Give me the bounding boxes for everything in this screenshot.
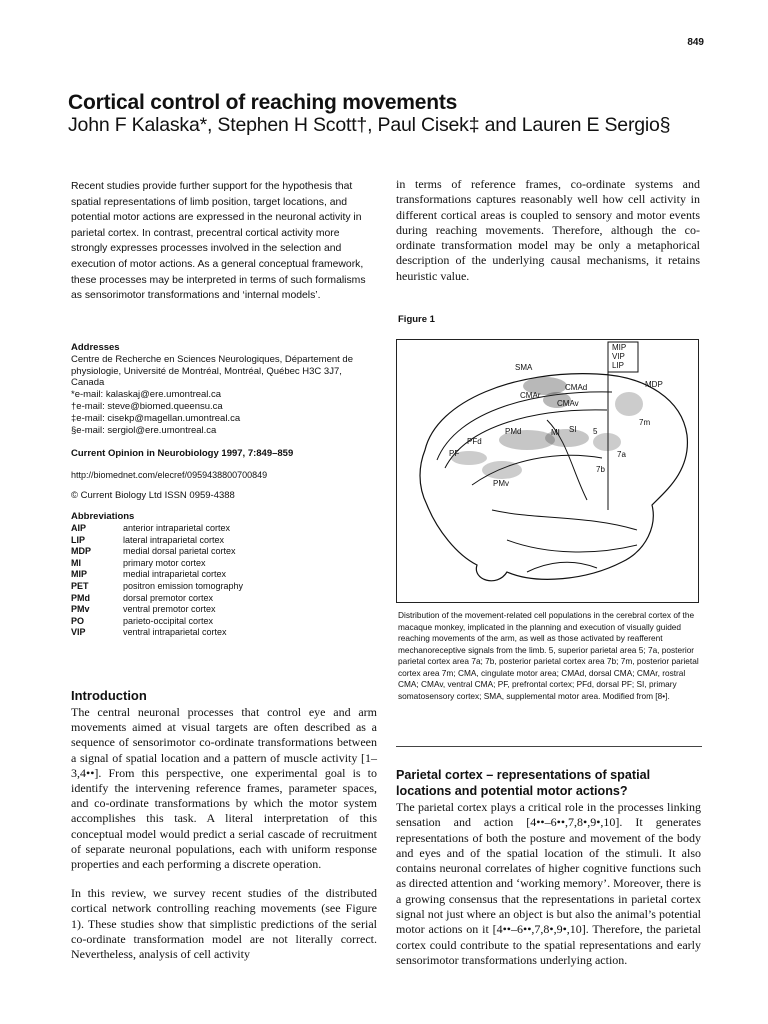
region-label: 7m	[639, 418, 651, 427]
region-label: MIP	[612, 343, 627, 352]
email-line: †e-mail: steve@biomed.queensu.ca	[71, 400, 223, 412]
region-label: CMAd	[565, 383, 588, 392]
region-label: SMA	[515, 363, 533, 372]
abbreviation-definition: dorsal premotor cortex	[123, 592, 214, 603]
abbreviation-term: MIP	[71, 569, 88, 580]
abbreviation-definition: ventral premotor cortex	[123, 604, 216, 615]
abbreviation-term: LIP	[71, 534, 86, 545]
region-label: 5	[593, 427, 598, 436]
abbreviation-row	[71, 593, 243, 605]
paragraph: The central neuronal processes that control eye and arm movements aimed at visual targets are often described as a sequence of sensorimotor co-ordinate transformations between a signal of spatial location and a pattern of muscle activity [1–3,4••]. From this perspective, one experimental goal is to identify the intervening reference frames, parameter spaces, and co-ordinate transformations by which the motor system accomplishes this task. A literal interpretation of this conceptual model would predict a serial cascade of recruitment of separate neuronal populations, each with uniform response properties and each performing a discrete operation.	[71, 705, 377, 872]
intro-continuation: in terms of reference frames, co-ordinate systems and transformations captures reasonably well how cell activity in different cortical areas is coupled to sensory and motor events during reaching movements. Therefore, although the co-ordinate transformation model may be only a metaphorical description of the underlying causal mechanisms, it retains heuristic value.	[396, 177, 700, 283]
abbreviation-definition: medial dorsal parietal cortex	[123, 546, 236, 557]
abbreviation-row	[71, 616, 243, 628]
figure-brain-diagram	[396, 339, 699, 603]
email-line: ‡e-mail: cisekp@magellan.umontreal.ca	[71, 412, 241, 424]
stipple-regions	[451, 377, 643, 479]
abbreviation-term: PO	[71, 615, 85, 626]
abbreviation-row	[71, 604, 243, 616]
region-label: CMAv	[557, 399, 579, 408]
email-line: §e-mail: sergiol@ere.umontreal.ca	[71, 424, 217, 436]
abbreviation-term: PMd	[71, 592, 90, 603]
journal-citation: Current Opinion in Neurobiology 1997, 7:849–859	[71, 448, 294, 459]
introduction-body	[71, 705, 377, 976]
article-title: Cortical control of reaching movements	[68, 91, 458, 114]
abbreviation-definition: anterior intraparietal cortex	[123, 523, 231, 533]
region-label: VIP	[612, 352, 625, 361]
sulcus	[507, 540, 637, 552]
region-label: 7b	[596, 465, 605, 474]
copyright-line: © Current Biology Ltd ISSN 0959-4388	[71, 490, 235, 501]
abbreviations-heading: Abbreviations	[71, 511, 135, 522]
paragraph: In this review, we survey recent studies of the distributed cortical network controlling reaching movements (see Figure 1). These studies show that simplistic predictions of the serial co-ordinate transformation model are not literally correct. Nevertheless, analysis of cell activity	[71, 886, 377, 962]
region-label: MI	[551, 428, 560, 437]
author-list: John F Kalaska*, Stephen H Scott†, Paul Cisek‡ and Lauren E Sergio§	[68, 114, 671, 136]
abbreviation-term: MDP	[71, 546, 91, 557]
abstract: Recent studies provide further support for the hypothesis that spatial representations of limb position, target locations, and potential motor actions are expressed in the neuronal activity in parietal cortex. In contrast, precentral cortical activity more strongly expresses processes involved in the selection and execution of motor actions. As a general conceptual framework, these processes may be interpreted in terms of such formalisms as sensorimotor transformations and ‘internal models’.	[71, 181, 366, 302]
abbreviations-list	[71, 523, 243, 639]
introduction-heading: Introduction	[71, 688, 147, 703]
abbreviation-row	[71, 581, 243, 593]
abbreviation-row	[71, 535, 243, 547]
figure-label: Figure 1	[398, 314, 435, 325]
stipple-pmv	[482, 461, 522, 479]
article-url: http://biomednet.com/elecref/0959438800700849	[71, 470, 268, 480]
abbreviation-definition: primary motor cortex	[123, 557, 206, 568]
brain-diagram	[397, 340, 698, 602]
abbreviation-definition: lateral intraparietal cortex	[123, 534, 225, 545]
abbreviation-row	[71, 546, 243, 558]
abbreviation-row	[71, 523, 243, 535]
email-line: *e-mail: kalaskaj@ere.umontreal.ca	[71, 389, 222, 401]
region-label: PMv	[493, 479, 509, 488]
abbreviation-definition: parieto-occipital cortex	[123, 615, 214, 626]
figure-caption: Distribution of the movement-related cell populations in the cerebral cortex of the macaque monkey, implicated in the planning and execution of visually guided reaching movements of the arm, as well as those activated by reafferent mechanoreceptive signals from the limb. 5, superior parietal area 5; 7a, posterior parietal cortex area 7a; 7b, posterior parietal cortex area 7b; 7m, posterior parietal cortex area 7m; CMA, cingulate motor area; CMAd, dorsal CMA; CMAr, rostral CMA; CMAv, ventral CMA; PF, prefrontal cortex; PFd, dorsal PF; SI, primary somatosensory cortex; SMA, supplemental motor area. Modified from [8•].	[398, 610, 699, 701]
addresses-block	[71, 342, 371, 436]
stipple-mdp	[615, 392, 643, 416]
region-label: PF	[449, 449, 460, 458]
abbreviation-term: MI	[71, 557, 81, 568]
abbreviation-term: AIP	[71, 523, 87, 533]
abbreviation-term: PET	[71, 580, 89, 591]
abbreviation-definition: positron emission tomography	[123, 580, 244, 591]
sulcus	[527, 562, 597, 572]
page-number: 849	[687, 37, 704, 48]
abbreviation-term: PMv	[71, 604, 90, 615]
abbreviation-row	[71, 569, 243, 581]
section-body: The parietal cortex plays a critical role in the processes linking sensation and action [4••–6••,7,8•,9•,10]. It generates representations of both the posture and movement of the body and eyes and of the spatial location of the stimuli. It also contains neuronal correlates of higher cognitive functions such as directed attention and ‘working memory’. Moreover, there is a growing consensus that the representations in parietal cortex signal not just where an object is but also the animal’s potential motor actions on it [4••–6••,7,8•,9•,10]. Therefore, the parietal cortex could contribute to the spatial representations and early sensorimotor transformations underlying action.	[396, 800, 701, 967]
region-label: PFd	[467, 437, 482, 446]
abbreviation-definition: ventral intraparietal cortex	[123, 627, 227, 638]
sulcus	[492, 510, 637, 530]
addresses-heading: Addresses	[71, 342, 120, 353]
abbreviation-row	[71, 558, 243, 570]
institution: Centre de Recherche en Sciences Neurologiques, Département de physiologie, Université de Montréal, Montréal, Québec H3C 3J7, Canada	[71, 353, 353, 389]
abbreviation-definition: medial intraparietal cortex	[123, 569, 227, 580]
region-label: 7a	[617, 450, 626, 459]
section-divider	[396, 746, 702, 747]
region-label: PMd	[505, 427, 522, 436]
abbreviation-term: VIP	[71, 627, 86, 638]
section-heading: Parietal cortex – representations of spatial locations and potential motor actions?	[396, 768, 651, 798]
region-label: LIP	[612, 361, 625, 370]
region-label: MDP	[645, 380, 663, 389]
region-label: CMAr	[520, 391, 541, 400]
region-label: SI	[569, 425, 577, 434]
abbreviation-row	[71, 627, 243, 639]
